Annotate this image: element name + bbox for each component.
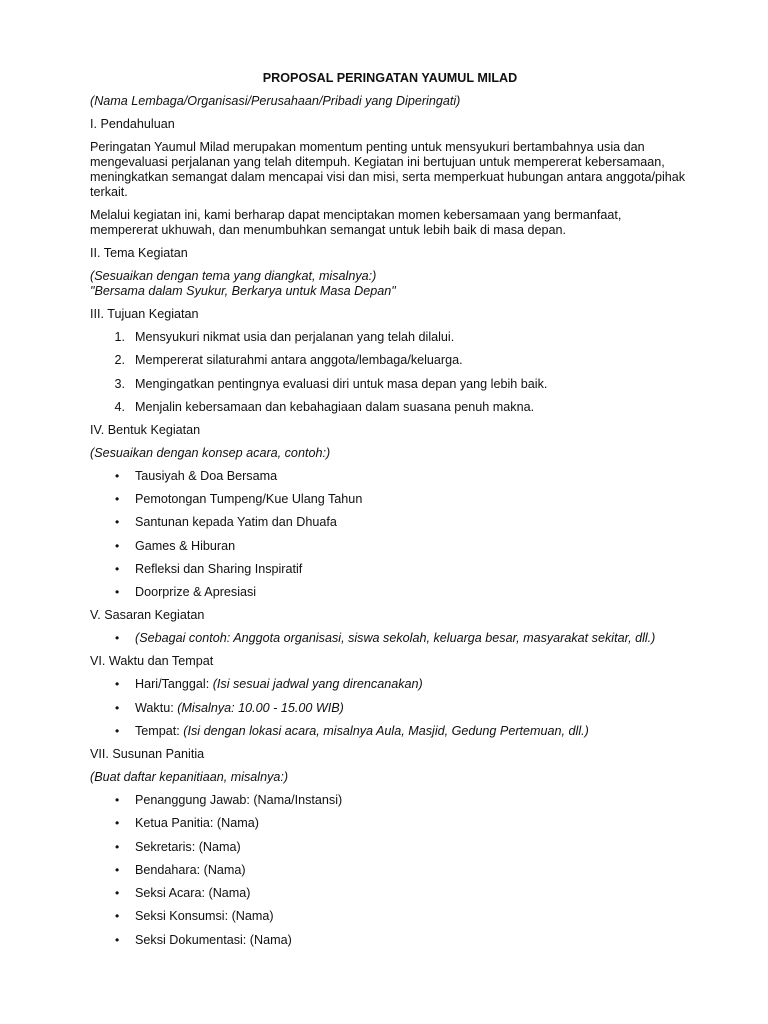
list-item	[90, 492, 690, 507]
bullet-icon: •	[115, 515, 120, 530]
bentuk-list	[90, 469, 690, 600]
list-item-text: Mempererat silaturahmi antara anggota/lembaga/keluarga.	[135, 353, 463, 368]
panitia-note: (Buat daftar kepanitiaan, misalnya:)	[90, 769, 289, 784]
document-title: PROPOSAL PERINGATAN YAUMUL MILAD	[262, 71, 518, 85]
list-item-text: Menjalin kebersamaan dan kebahagiaan dalam suasana penuh makna.	[135, 399, 535, 414]
list-item	[90, 562, 690, 577]
bullet-icon: •	[115, 585, 120, 600]
list-item-value: (Isi sesuai jadwal yang direncanakan)	[212, 677, 423, 692]
list-item-text: Games & Hiburan	[135, 538, 236, 553]
list-item-text: Seksi Konsumsi: (Nama)	[135, 909, 274, 924]
list-item	[90, 909, 690, 924]
bullet-icon: •	[115, 932, 120, 947]
list-item-label: Tempat:	[135, 723, 184, 738]
bullet-icon: •	[115, 538, 120, 553]
list-item-text: Mengingatkan pentingnya evaluasi diri untuk masa depan yang lebih baik.	[135, 376, 548, 391]
list-item	[90, 724, 690, 739]
list-item	[90, 400, 690, 415]
list-item	[90, 330, 690, 345]
list-number: 1.	[114, 330, 125, 344]
tujuan-list	[90, 330, 690, 415]
bullet-icon: •	[115, 700, 120, 715]
list-item	[90, 816, 690, 831]
list-item-text: Doorprize & Apresiasi	[135, 585, 257, 600]
bullet-icon: •	[115, 562, 120, 577]
panitia-list	[90, 793, 690, 948]
section-heading-bentuk: IV. Bentuk Kegiatan	[90, 422, 201, 437]
sasaran-list	[90, 631, 690, 646]
list-item-text: Pemotongan Tumpeng/Kue Ulang Tahun	[135, 492, 363, 507]
bullet-icon: •	[115, 816, 120, 831]
document-page	[90, 71, 690, 956]
bullet-icon: •	[115, 886, 120, 901]
list-item	[90, 840, 690, 855]
document-subtitle: (Nama Lembaga/Organisasi/Perusahaan/Pribadi yang Diperingati)	[90, 94, 461, 108]
list-item-text: Ketua Panitia: (Nama)	[135, 816, 259, 831]
bullet-icon: •	[115, 492, 120, 507]
list-item-text: Bendahara: (Nama)	[135, 862, 246, 877]
list-item-text: Sekretaris: (Nama)	[135, 839, 241, 854]
tema-note: (Sesuaikan dengan tema yang diangkat, misalnya:)	[90, 269, 377, 283]
list-item-value: (Isi dengan lokasi acara, misalnya Aula, Masjid, Gedung Pertemuan, dll.)	[183, 723, 589, 738]
tema-block	[90, 269, 690, 299]
bullet-icon: •	[115, 862, 120, 877]
section-heading-tujuan: III. Tujuan Kegiatan	[90, 307, 199, 321]
tema-example: "Bersama dalam Syukur, Berkarya untuk Masa Depan"	[90, 284, 396, 298]
list-item-text: Tausiyah & Doa Bersama	[135, 468, 278, 483]
list-item-text: (Sebagai contoh: Anggota organisasi, siswa sekolah, keluarga besar, masyarakat sekitar, dll.)	[135, 631, 656, 646]
list-item	[90, 539, 690, 554]
list-item	[90, 793, 690, 808]
list-number: 3.	[114, 376, 125, 391]
list-item	[90, 469, 690, 484]
bullet-icon: •	[115, 909, 120, 924]
list-item	[90, 631, 690, 646]
list-number: 2.	[114, 353, 125, 368]
list-item-text: Santunan kepada Yatim dan Dhuafa	[135, 515, 337, 530]
pendahuluan-paragraph-2: Melalui kegiatan ini, kami berharap dapat menciptakan momen kebersamaan yang bermanfaat, mempererat ukhuwah, dan menumbuhkan semangat untuk lebih baik di masa depan.	[90, 208, 622, 237]
section-heading-tema: II. Tema Kegiatan	[90, 246, 188, 260]
list-item	[90, 677, 690, 692]
bullet-icon: •	[115, 792, 120, 807]
list-item	[90, 863, 690, 878]
section-heading-sasaran: V. Sasaran Kegiatan	[90, 608, 205, 623]
list-item-text: Seksi Acara: (Nama)	[135, 886, 251, 901]
bentuk-note: (Sesuaikan dengan konsep acara, contoh:)	[90, 445, 331, 460]
list-item-label: Waktu:	[135, 700, 178, 715]
bullet-icon: •	[115, 839, 120, 854]
section-heading-waktu: VI. Waktu dan Tempat	[90, 654, 214, 669]
bullet-icon: •	[115, 677, 120, 692]
list-item	[90, 515, 690, 530]
waktu-list	[90, 677, 690, 739]
list-item-text: Refleksi dan Sharing Inspiratif	[135, 562, 303, 577]
list-item	[90, 585, 690, 600]
list-item	[90, 701, 690, 716]
list-item-text: Seksi Dokumentasi: (Nama)	[135, 932, 292, 947]
list-item-text: Mensyukuri nikmat usia dan perjalanan yang telah dilalui.	[135, 330, 455, 344]
list-item-value: (Misalnya: 10.00 - 15.00 WIB)	[177, 700, 344, 715]
section-heading-pendahuluan: I. Pendahuluan	[90, 117, 175, 131]
list-number: 4.	[114, 399, 125, 414]
list-item-text: Penanggung Jawab: (Nama/Instansi)	[135, 792, 343, 807]
section-heading-panitia: VII. Susunan Panitia	[90, 746, 205, 761]
bullet-icon: •	[115, 468, 120, 483]
list-item	[90, 886, 690, 901]
list-item-label: Hari/Tanggal:	[135, 677, 213, 692]
list-item	[90, 377, 690, 392]
bullet-icon: •	[115, 723, 120, 738]
bullet-icon: •	[115, 631, 120, 646]
list-item	[90, 353, 690, 368]
pendahuluan-paragraph-1: Peringatan Yaumul Milad merupakan momentum penting untuk mensyukuri bertambahnya usia dan mengevaluasi perjalanan yang telah ditempuh. Kegiatan ini bertujuan untuk mempererat kebersamaan, meningkatkan semangat dalam mencapai visi dan misi, serta memperkuat hubungan antara anggota/pihak terkait.	[90, 140, 686, 199]
list-item	[90, 933, 690, 948]
